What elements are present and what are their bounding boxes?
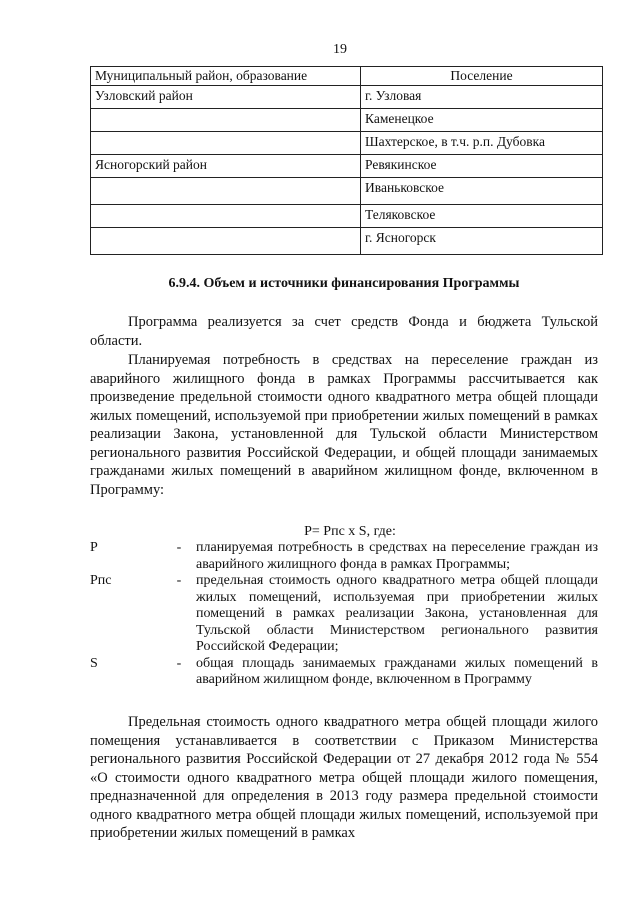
page-number: 19: [333, 42, 347, 57]
settlement-cell: г. Ясногорск: [361, 228, 603, 255]
section-title: 6.9.4. Объем и источники финансирования Программы: [168, 276, 520, 291]
definition-item: [90, 573, 598, 656]
settlement-cell: Ревякинское: [361, 155, 603, 178]
district-cell: [91, 178, 361, 205]
definition-text: планируемая потребность в средствах на переселение граждан из аварийного жилищного фонда в рамках Программы;: [196, 540, 598, 572]
district-cell: [91, 132, 361, 155]
table-row: [91, 132, 603, 155]
definition-text: общая площадь занимаемых гражданами жилых помещений в аварийном жилищном фонде, включенном в Программу: [196, 655, 598, 687]
district-cell: Ясногорский район: [91, 155, 361, 178]
paragraph-max-cost: Предельная стоимость одного квадратного метра общей площади жилого помещения устанавливается в соответствии с Приказом Министерства регионального развития Российской Федерации от 27 декабря 2012 года № 554 «О стоимости одного квадратного метра общей площади жилого помещения, предназначенной для определения в 2013 году размера предельной стоимости одного квадратного метра общей площади жилых помещений, используемой при приобретении жилых помещений в рамках: [90, 714, 598, 841]
definition-text: предельная стоимость одного квадратного метра общей площади жилых помещений, используемая при приобретении жилых помещений в рамках реализации Закона, установленная для Тульской области Министерством регионального развития Российской Федерации;: [196, 573, 598, 654]
column-header-settlement: Поселение: [361, 67, 603, 86]
paragraph-funding-source: Программа реализуется за счет средств Фонда и бюджета Тульской области.: [90, 314, 598, 349]
settlement-cell: г. Узловая: [361, 86, 603, 109]
definition-dash: -: [176, 540, 182, 555]
table-row: [91, 86, 603, 109]
district-cell: Узловский район: [91, 86, 361, 109]
definition-symbol: S: [90, 655, 98, 671]
column-header-district: Муниципальный район, образование: [91, 67, 361, 86]
formula: P= Pпс x S, где:: [304, 524, 396, 539]
table-row: [91, 155, 603, 178]
table-row: [91, 228, 603, 255]
district-cell: [91, 205, 361, 228]
table-row: [91, 205, 603, 228]
table-row: [91, 109, 603, 132]
settlement-cell: Теляковское: [361, 205, 603, 228]
settlements-table: [90, 66, 603, 255]
definition-dash: -: [176, 573, 182, 588]
definition-item: [90, 540, 598, 573]
paragraph-need-calculation: Планируемая потребность в средствах на переселение граждан из аварийного жилищного фонда в рамках Программы рассчитывается как произведение предельной стоимости одного квадратного метра общей площади жилых помещений, используемой при приобретении жилых помещений в рамках реализации Закона, установленной для Тульской области Министерством регионального развития Российской Федерации, и общей площади занимаемых гражданами жилых помещений в аварийном жилищном фонде, включенном в Программу:: [90, 352, 598, 498]
table-header-row: [91, 67, 603, 86]
district-cell: [91, 109, 361, 132]
definition-dash: -: [176, 655, 182, 671]
settlement-cell: Каменецкое: [361, 109, 603, 132]
definition-symbol: Pпс: [90, 573, 112, 588]
district-cell: [91, 228, 361, 255]
definitions-list: [90, 540, 598, 689]
settlement-cell: Шахтерское, в т.ч. р.п. Дубовка: [361, 132, 603, 155]
table-row: [91, 178, 603, 205]
definition-item: [90, 656, 598, 689]
definition-symbol: P: [90, 540, 98, 555]
settlement-cell: Иваньковское: [361, 178, 603, 205]
